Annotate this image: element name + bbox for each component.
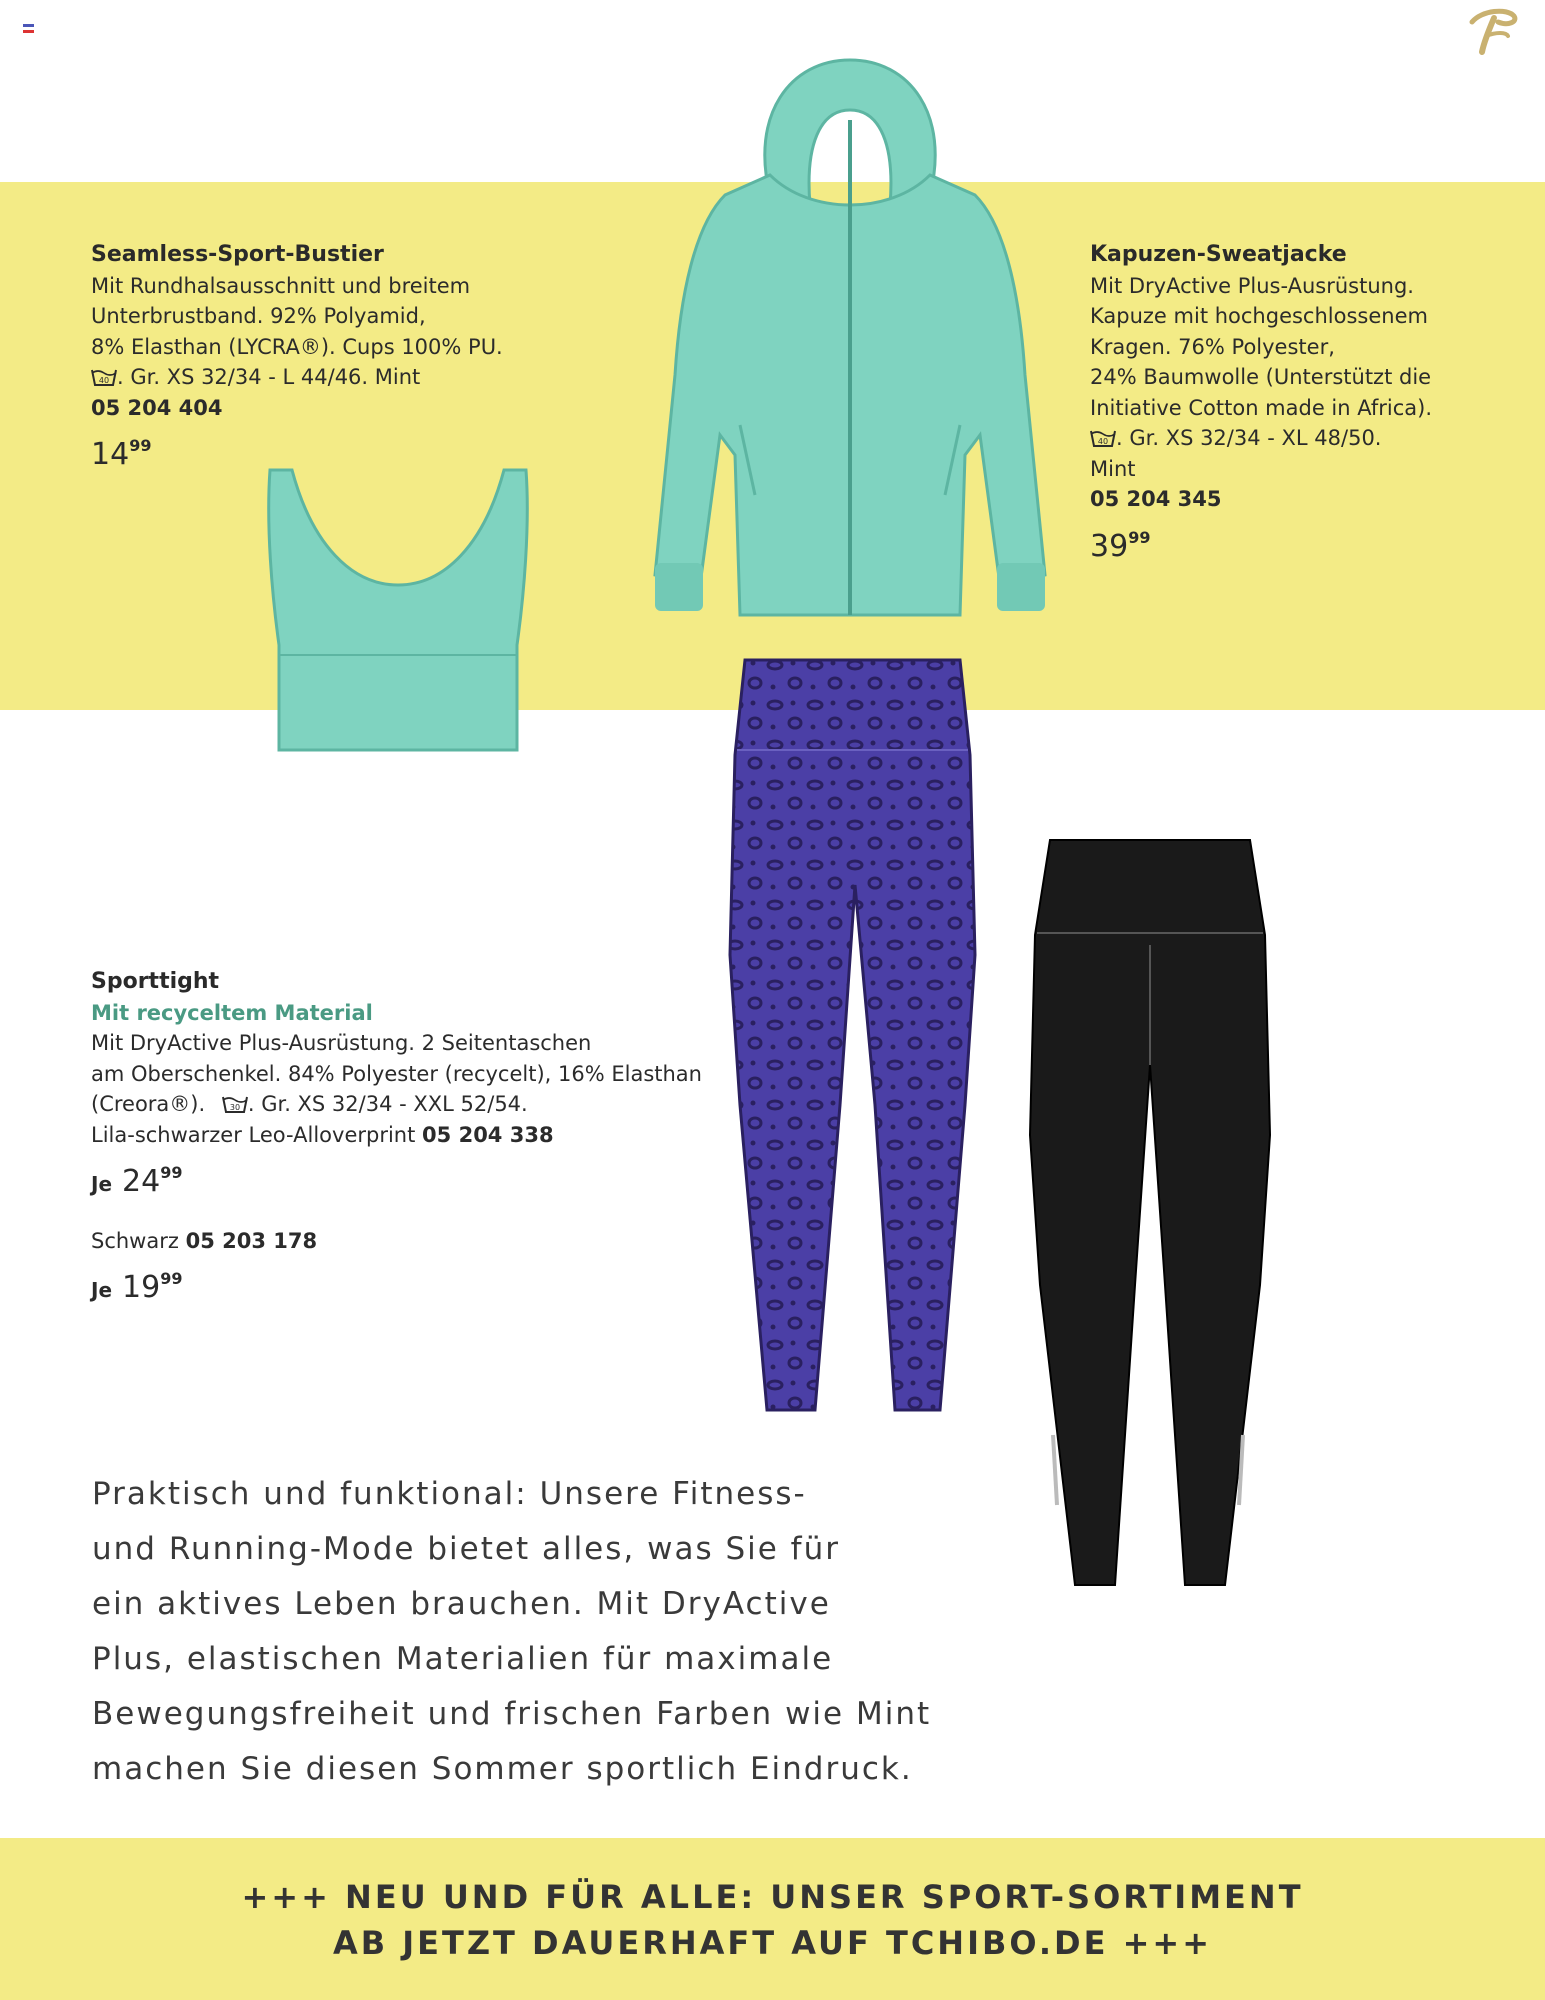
jacket-info — [1090, 240, 1432, 562]
banner-line-2: AB JETZT DAUERHAFT AUF TCHIBO.DE +++ — [332, 1924, 1213, 1962]
bustier-size-line — [91, 362, 503, 393]
jacket-article: 05 204 345 — [1090, 487, 1222, 511]
tight-variant1-label: Lila-schwarzer Leo-Alloverprint — [91, 1122, 416, 1147]
jacket-size: . Gr. XS 32/34 - XL 48/50. — [1116, 426, 1382, 450]
bustier-title: Seamless-Sport-Bustier — [91, 242, 384, 267]
jacket-wash-temp: 40 — [1097, 437, 1109, 446]
intro-line-6: machen Sie diesen Sommer sportlich Eindruck. — [92, 1751, 913, 1787]
jacket-desc-4: 24% Baumwolle (Unterstützt die — [1090, 365, 1432, 389]
tight-variant2-article: 05 203 178 — [185, 1228, 318, 1253]
tight-creora: (Creora®). — [91, 1092, 206, 1116]
tight-variant2 — [91, 1226, 702, 1257]
wash-symbol-icon — [222, 1094, 248, 1114]
tight-je-1: Je — [91, 1172, 113, 1196]
intro-line-5: Bewegungsfreiheit und frischen Farben wie Mint — [92, 1696, 932, 1732]
jacket-desc-5: Initiative Cotton made in Africa). — [1090, 395, 1433, 420]
bustier-desc-3: 8% Elasthan (LYCRA®). Cups 100% PU. — [91, 334, 503, 359]
jacket-price-main: 39 — [1090, 528, 1129, 564]
intro-line-4: Plus, elastischen Materialien für maximale — [92, 1641, 834, 1677]
tight-info — [91, 967, 702, 1306]
bustier-size: . Gr. XS 32/34 - L 44/46. Mint — [117, 365, 421, 389]
tight-variant2-label: Schwarz — [91, 1228, 179, 1253]
bustier-desc-2: Unterbrustband. 92% Polyamid, — [91, 304, 426, 328]
bustier-price-main: 14 — [91, 437, 130, 472]
flag-icon — [23, 24, 34, 33]
tight-variant1-price-cents: 99 — [160, 1163, 183, 1182]
tight-je-2: Je — [91, 1278, 113, 1302]
tight-variant2-price-main: 19 — [122, 1270, 161, 1305]
banner-line-1: +++ NEU UND FÜR ALLE: UNSER SPORT-SORTIMENT — [241, 1878, 1304, 1916]
jacket-desc-2: Kapuze mit hochgeschlossenem — [1090, 304, 1428, 328]
wash-symbol-icon — [91, 367, 117, 387]
intro-line-2: und Running-Mode bietet alles, was Sie für — [92, 1531, 840, 1567]
tight-variant1-price — [91, 1158, 702, 1200]
jacket-desc-1: Mit DryActive Plus-Ausrüstung. — [1090, 273, 1414, 298]
black-tight-image — [1025, 835, 1275, 1590]
wash-symbol-icon — [1090, 428, 1116, 448]
jacket-price-cents: 99 — [1128, 527, 1151, 547]
bustier-price-cents: 99 — [129, 436, 152, 455]
jacket-desc-3: Kragen. 76% Polyester, — [1090, 334, 1335, 359]
tight-desc-2: am Oberschenkel. 84% Polyester (recycelt), 16% Elasthan — [91, 1061, 702, 1086]
leo-tight-image — [725, 655, 980, 1415]
intro-line-1: Praktisch und funktional: Unsere Fitness- — [92, 1476, 807, 1512]
tight-variant1-article: 05 204 338 — [422, 1122, 554, 1147]
bustier-info — [91, 240, 503, 471]
tight-wash-temp: 30 — [229, 1103, 240, 1112]
tight-highlight: Mit recyceltem Material — [91, 1000, 373, 1025]
jacket-size-line — [1090, 423, 1432, 454]
tight-title: Sporttight — [91, 969, 220, 994]
promo-banner — [0, 1874, 1545, 1966]
bustier-image — [262, 465, 534, 755]
tchibo-logo-icon — [1462, 2, 1522, 62]
tight-variant1-price-main: 24 — [122, 1164, 161, 1199]
bustier-wash-temp: 40 — [98, 376, 110, 385]
jacket-image — [640, 55, 1060, 665]
intro-paragraph — [92, 1467, 992, 1797]
jacket-color: Mint — [1090, 456, 1136, 481]
jacket-price — [1090, 523, 1432, 563]
bustier-desc-1: Mit Rundhalsausschnitt und breitem — [91, 273, 471, 298]
tight-size-line — [91, 1089, 702, 1120]
tight-variant2-price-cents: 99 — [160, 1269, 183, 1288]
tight-variant2-price — [91, 1264, 702, 1306]
tight-desc-1: Mit DryActive Plus-Ausrüstung. 2 Seitentaschen — [91, 1031, 592, 1055]
jacket-title: Kapuzen-Sweatjacke — [1090, 242, 1347, 267]
tight-variant1 — [91, 1120, 702, 1151]
bustier-article: 05 204 404 — [91, 395, 223, 420]
intro-line-3: ein aktives Leben brauchen. Mit DryActive — [92, 1586, 831, 1622]
tight-size: . Gr. XS 32/34 - XXL 52/54. — [247, 1092, 528, 1116]
